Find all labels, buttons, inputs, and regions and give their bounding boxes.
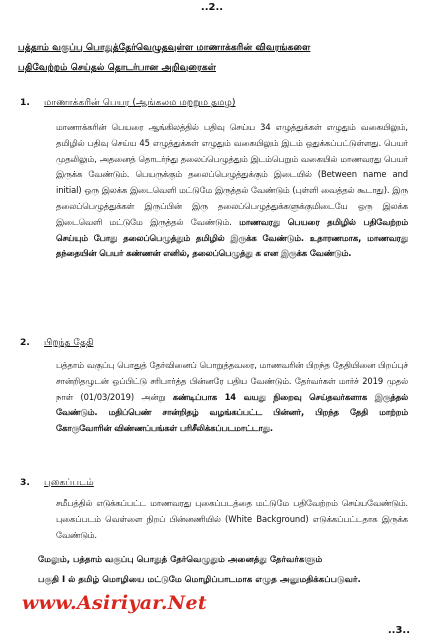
section-title: பிறந்த தேதி (44, 337, 94, 348)
paragraph-bold-text: கண்டிப்பாக 14 வயது நிறைவு செய்தவர்களாக இருத்தல் வேண்டும். மதிப்பெண் சான்றிதழ் வழங்கப்பட்ட பின்னர், பிறந்த தேதி மாற்றம் கோருவோரின் விண்ணப்பங்கள் பரிசீலிக்கப்படமாட்டாது. (56, 391, 408, 434)
final-note (38, 550, 414, 590)
section-title: மாணாக்கரின் பெயர (ஆங்கலம மறறும தமழ) (44, 97, 236, 108)
page-number-top: ..2.. (200, 2, 224, 13)
section-1-heading (20, 97, 235, 109)
section-2-heading (20, 337, 93, 349)
final-note-line-1: மேலும், பத்தாம் வகுப்பு பொதுத் தேர்வெழுதும் அனைத்து தேர்வர்களும் (38, 555, 323, 565)
paragraph-bold-text: மாணவரது பெயரை தமிழில் பதிவேற்றம் செய்யும் போது தலைப்பெழுத்தும் தமிழில் இருக்க வேண்டும். உதாரணமாக, மாணவரது தந்தையின் பெயர் கண்ணன் எனில், தலைப்பெழுத்து க என இருக்க வேண்டும். (56, 216, 408, 259)
paragraph-text: சமீபத்தில் எடுக்கப்பட்ட மாணவரது புகைப்படத்தை மட்டுமே பதிவேற்றம் செய்யவேண்டும். புகைப்படம் வெள்ளை நிறப் பின்னணியில் (White Background) எடுக்கப்பட்டதாக இருக்க வேண்டும். (56, 498, 408, 540)
final-note-line-2: பகுதி I ல் தமிழ் மொழியை மட்டுமே மொழிப்பாடமாக எழுத அனுமதிக்கப்படுவர். (38, 575, 361, 585)
title-line-2: பதிவேற்றம் செய்தல் தொடர்பான அறிவுரைகள் (18, 62, 217, 73)
section-number: 2. (20, 337, 30, 348)
section-number: 3. (20, 477, 30, 488)
site-watermark: www.Asiriyar.Net (22, 592, 207, 614)
page-number-bottom: ..3.. (387, 625, 410, 636)
section-3-paragraph (56, 496, 408, 543)
paragraph-text: பத்தாம் வகுப்பு பொதுத் தேர்வினைப் பொறுத்தவரை, மாணவரின் பிறந்த தேதியினை பிறப்புச் சான்றிதழுடன் ஒப்பிட்டு சரிபார்த்த பின்னரே பதிய வேண்டும். தேர்வர்கள் மார்ச் 2019 முதல் நாள் (01/03/2019) அன்று (56, 360, 408, 402)
section-1-paragraph (56, 120, 408, 262)
section-2-paragraph (56, 358, 408, 437)
section-number: 1. (20, 97, 30, 108)
title-line-1: பத்தாம் வகுப்பு பொதுத்தேர்வெழுதவுள்ள மாணாக்கரின் விவரங்களை (18, 42, 311, 53)
paragraph-text: மாணாக்கரின் பெயரை ஆங்கிலத்தில் பதிவு செய்ய 34 எழுத்துக்கள் எழுதும் வகையிலும், தமிழில் பதிவு செய்ய 45 எழுத்துக்கள் எழுதும் வகையிலும் இடம் ஒதுக்கப்பட்டுள்ளது. பெயர் முதலிலும், அதனைத் தொடர்ந்து தலைப்பெழுத்தும் இடம்பெறும் வகையில் மாணவரது பெயர் இருக்க வேண்டும். பெயருக்கும் தலைப்பெழுத்துக்கும் இடையில் (Between name and initial) ஒரு இலக்க இடைவெளி மட்டுமே இருத்தல் வேண்டும் (புள்ளி வைத்தல் கூடாது). இரு தலைப்பெழுத்துக்கள் இருப்பின் இரு தலைப்பெழுத்துக்களுக்குமிடையே ஒரு இலக்க இடைவெளி மட்டுமே இருத்தல் வேண்டும். (56, 122, 408, 227)
section-title: புகைப்படம் (44, 477, 94, 488)
section-3-heading (20, 477, 94, 489)
document-title (18, 38, 408, 78)
